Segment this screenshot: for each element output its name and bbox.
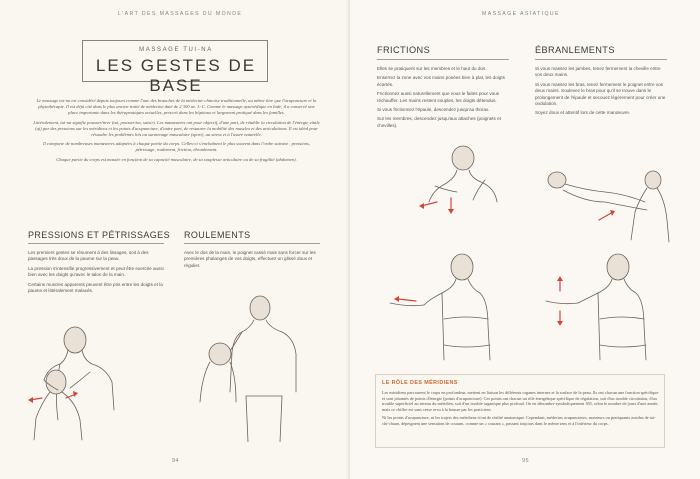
- section-rule: [184, 243, 320, 244]
- meridiens-paragraph: Les méridiens parcourent le corps en profondeur, mettent en liaison les différents organes internes et la surface de la peau. Ils ont chacun une fonction spécifique et sont jalonnés de points d'énergie (points d'acuponcture). Ces points ont chacun un rôle énergétique spécifique de régulation, soit d'un trouble circulation, d'un trouble superficiel au niveau du méridien, soit d'un trouble organique plus profond. On en dénombre symboliquement 365, selon le nombre de jours d'une année, mais ce chiffre est sans cesse revu à la hausse par les praticiens.: [382, 390, 659, 412]
- section-rule: [535, 59, 667, 60]
- body-paragraph: Enserrez la zone avec vos mains posées bien à plat, les doigts écartés.: [377, 75, 505, 87]
- section-title-ebranlements: ÉBRANLEMENTS: [535, 45, 615, 55]
- page-number-left: 94: [172, 458, 180, 464]
- body-paragraph: Si vous massez les bras, tenez fermement le poignet entre vos deux mains. Soulevez le bras pour qu'il se trouve dans le prolongement de l'épaule et secouez légèrement pour créer une ondulation.: [535, 81, 666, 107]
- meridiens-body: [382, 390, 660, 430]
- body-paragraph: Avec le dos de la main, le poignet cassé mais sans forcer sur les premières phalanges de vos doigts, effectuez un glissé doux et régulier.: [184, 250, 316, 268]
- section-title-roulements: ROULEMENTS: [184, 230, 251, 240]
- section-rule: [377, 59, 509, 60]
- section-title-pressions: PRESSIONS ET PÉTRISSAGES: [28, 230, 170, 240]
- body-paragraph: La pression s'intensifie progressivement et peut être exercée aussi bien avec les doigts qu'avec le talon de la main.: [28, 265, 164, 278]
- meridiens-title: LE RÔLE DES MÉRIDIENS: [382, 380, 458, 386]
- frictions-arm-illustration: [380, 245, 510, 365]
- page-title: LES GESTES DE BASE: [95, 56, 257, 95]
- title-kicker: MASSAGE TUI-NA: [139, 47, 213, 53]
- ebranlements-leg-illustration: [535, 150, 680, 245]
- intro-paragraph: Littéralement, tui-na signifie pousser/tirer (tui, pousser/na, saisir). Les manœuvres ont pour objectif, d'une part, de rétablir la circulation de l'énergie vitale (qi) par des pressions sur les méridiens et les points d'acupuncture, d'autre part, de restaurer la mobilité des muscles et des articulations. Il est idéal pour résoudre les problèmes liés au surmenage musculaire (sport), au stress et à l'usure naturelle.: [33, 119, 320, 138]
- meridiens-paragraph: Ni les points d'acupuncture, ni les trajets des méridiens n'ont de réalité anatomique. Cependant, médecins acupuncteurs, masseurs ou pratiquants assidus de tai-chi-chuan, dépeignent une sensation de courant, comme un « courant », passant toujours dans le même sens et à l'intérieur du corps.: [382, 415, 656, 426]
- body-paragraph: Si vous massez les jambes, tenez fermement la cheville entre vos deux mains.: [535, 66, 661, 78]
- meridiens-sidebar: [375, 374, 665, 448]
- section-body-roulements: [184, 250, 320, 272]
- intro-paragraph: Le massage tui-na est considéré depuis toujours comme l'une des branches de la médecine chinoise traditionnelle, au même titre que l'acuponcture et la phytothérapie. Il est déjà cité dans le plus ancien traité de médecine daté de 2 300 av. J.-C. Comme le massage ayurvédique en Inde, il a conservé une place importante dans les thérapeutiques actuelles, prescrit dans les hôpitaux et largement pratiqué dans les familles.: [36, 98, 317, 116]
- body-paragraph: Les premiers gestes se résument à des lissages, soit à des passages très doux de la paume sur la peau.: [28, 250, 149, 262]
- section-title-frictions: FRICTIONS: [377, 45, 431, 55]
- intro-paragraph: Chaque partie du corps est massée en fonction de sa capacité musculaire, de sa souplesse articulaire ou de sa fragilité (abdomen).: [56, 156, 297, 162]
- page-number-right: 95: [522, 458, 530, 464]
- section-rule: [28, 243, 164, 244]
- ebranlements-arm-illustration: [538, 245, 668, 365]
- section-body-pressions: [28, 250, 164, 297]
- title-frame: [82, 40, 268, 95]
- intro-text: [33, 98, 320, 166]
- body-paragraph: Si vous frictionnez l'épaule, descendez jusqu'au thorax.: [377, 107, 490, 113]
- body-paragraph: Soyez doux et attentif lors de cette manœuvre.: [535, 110, 631, 116]
- right-running-header: MASSAGE ASIATIQUE: [482, 11, 560, 17]
- left-running-header: L'ART DES MASSAGES DU MONDE: [118, 11, 243, 17]
- roulements-illustration: [190, 292, 320, 442]
- pressions-illustration: [20, 320, 150, 445]
- section-body-ebranlements: [535, 66, 667, 120]
- body-paragraph: Frictionnez aussi naturellement que vous le faites pour vous réchauffer. Les mains restent souples, les doigts détendus.: [377, 91, 500, 103]
- body-paragraph: Certains muscles apparents peuvent être pris entre les doigts et la paume et littéralement malaxés.: [28, 281, 163, 294]
- section-body-frictions: [377, 66, 509, 132]
- frictions-shoulder-illustration: [415, 140, 510, 235]
- body-paragraph: Sur les membres, descendez jusqu'aux attaches (poignets et chevilles).: [377, 116, 501, 128]
- intro-paragraph: Il comporte de nombreuses manœuvres adaptées à chaque partie du corps. Celles-ci s'enchaînent le plus souvent dans l'ordre suivant : pressions, pétrissage, roulement, friction, ébranlement.: [43, 141, 310, 153]
- body-paragraph: Elles se pratiquent sur les membres et le haut du dos.: [377, 66, 487, 71]
